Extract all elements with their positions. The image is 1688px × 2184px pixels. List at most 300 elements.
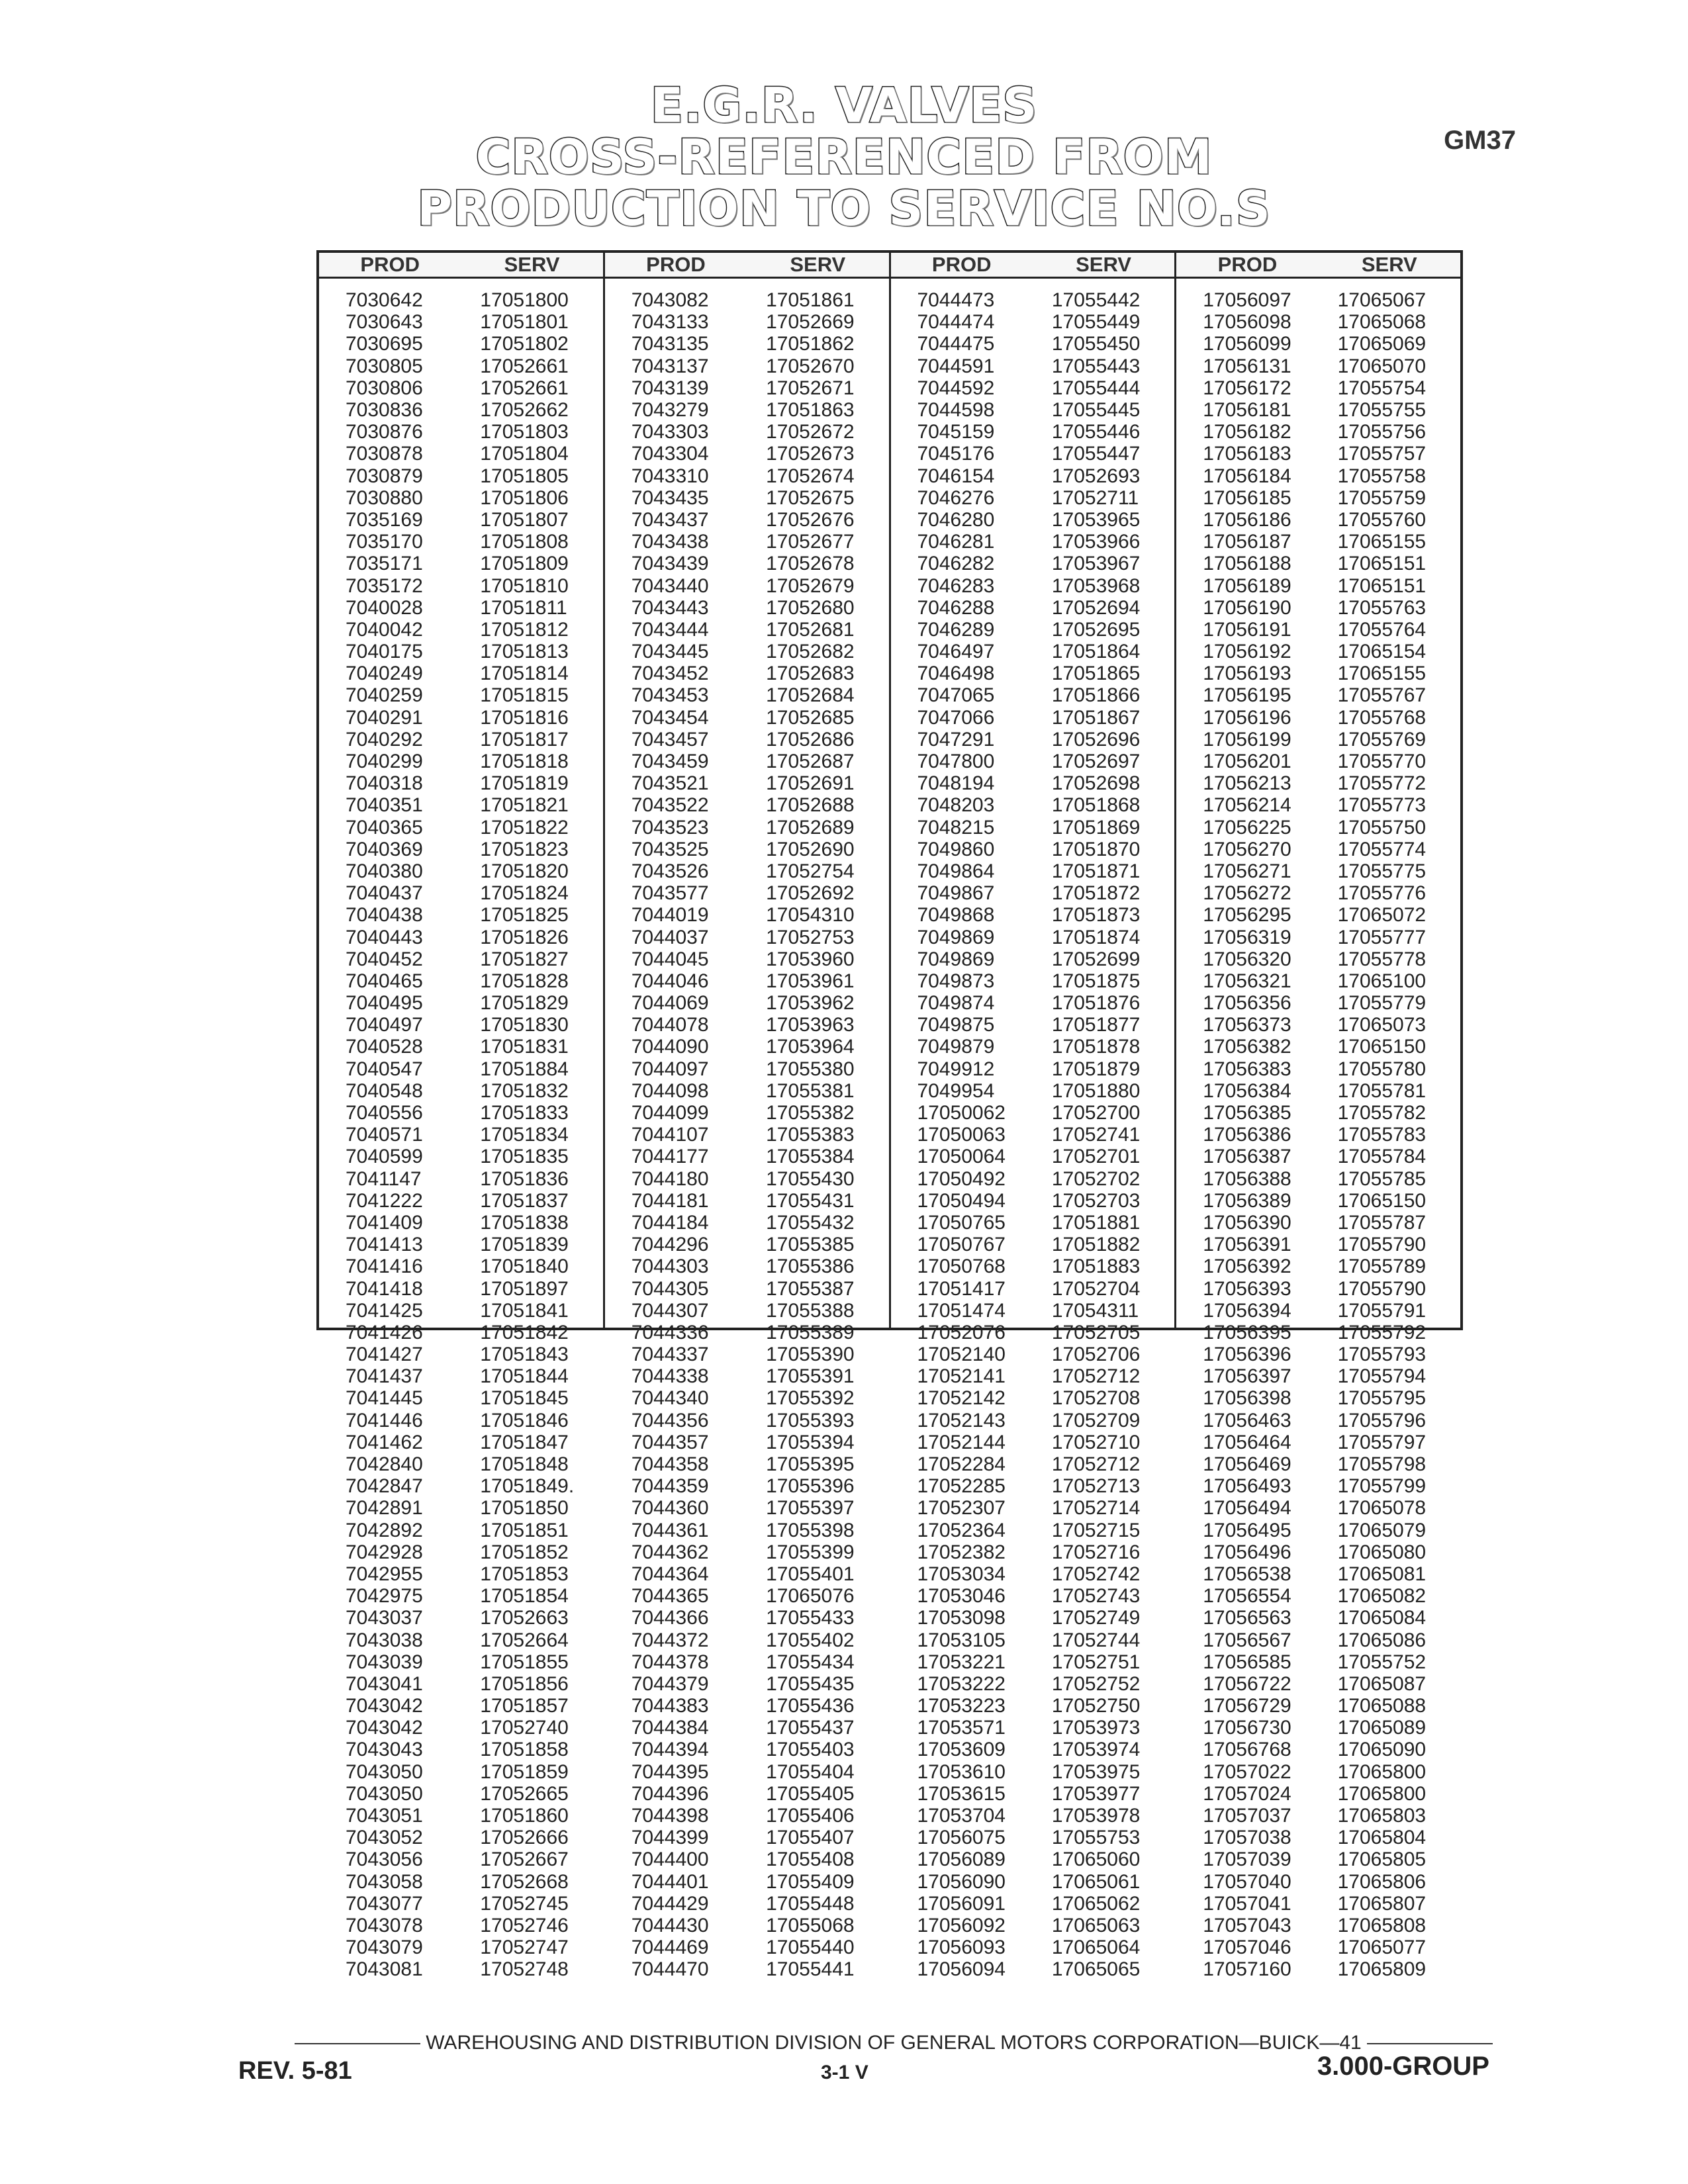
header-prod: PROD (360, 253, 420, 276)
table-row (319, 1300, 603, 1322)
prod-number: 7049867 (917, 882, 995, 905)
table-row (319, 729, 603, 751)
prod-number: 7030836 (346, 399, 423, 422)
serv-number: 17053961 (766, 970, 855, 992)
serv-number: 17052699 (1051, 948, 1141, 970)
prod-number: 7049912 (917, 1058, 995, 1080)
serv-number: 17051859 (480, 1760, 569, 1783)
serv-number: 17052752 (1051, 1672, 1141, 1695)
prod-number: 17053105 (917, 1629, 1006, 1651)
serv-number: 17052698 (1051, 772, 1141, 795)
serv-number: 17051850 (480, 1497, 569, 1520)
table-row (891, 1629, 1175, 1651)
prod-number: 7043081 (346, 1958, 423, 1981)
serv-number: 17051873 (1051, 904, 1141, 927)
table-row (605, 311, 889, 333)
table-row (891, 1871, 1175, 1893)
table-row (1176, 1651, 1460, 1673)
table-row (605, 1453, 889, 1475)
serv-number: 17052687 (766, 751, 855, 773)
serv-number: 17051854 (480, 1585, 569, 1608)
table-row (319, 794, 603, 816)
prod-number: 7046281 (917, 531, 995, 553)
table-row (605, 1124, 889, 1146)
table-row (605, 839, 889, 860)
table-row (1176, 751, 1460, 772)
prod-number: 17057160 (1203, 1958, 1291, 1981)
prod-number: 7043437 (631, 508, 709, 531)
prod-number: 17052382 (917, 1541, 1006, 1563)
prod-number: 7040599 (346, 1146, 423, 1168)
prod-number: 7043077 (346, 1892, 423, 1915)
table-row (1176, 1036, 1460, 1058)
serv-number: 17052695 (1051, 618, 1141, 641)
serv-number: 17055385 (766, 1234, 855, 1256)
table-row (1176, 1212, 1460, 1234)
serv-number: 17065070 (1337, 355, 1427, 377)
prod-number: 7042975 (346, 1585, 423, 1608)
table-row (891, 574, 1175, 596)
serv-number: 17052665 (480, 1782, 569, 1805)
prod-number: 17056272 (1203, 882, 1291, 905)
prod-number: 7044360 (631, 1497, 709, 1520)
table-row (1176, 860, 1460, 882)
table-row (1176, 1695, 1460, 1717)
serv-number: 17065080 (1337, 1541, 1427, 1563)
serv-number: 17055757 (1337, 443, 1427, 465)
serv-number: 17055777 (1337, 926, 1427, 948)
serv-number: 17051870 (1051, 838, 1141, 860)
serv-number: 17051808 (480, 531, 569, 553)
table-row (1176, 772, 1460, 794)
table-row (891, 1651, 1175, 1673)
serv-number: 17054310 (766, 904, 855, 927)
serv-number: 17051831 (480, 1036, 569, 1058)
table-row (891, 1146, 1175, 1167)
table-row (605, 1958, 889, 1980)
table-row (605, 1322, 889, 1343)
table-row (1176, 289, 1460, 311)
serv-number: 17055763 (1337, 596, 1427, 619)
table-row (605, 1410, 889, 1432)
serv-number: 17065079 (1337, 1519, 1427, 1541)
serv-number: 17055759 (1337, 486, 1427, 509)
prod-number: 7041418 (346, 1277, 423, 1300)
serv-number: 17052743 (1051, 1585, 1141, 1608)
serv-number: 17051836 (480, 1167, 569, 1190)
prod-number: 17053034 (917, 1563, 1006, 1585)
prod-number: 17052076 (917, 1321, 1006, 1343)
prod-number: 17050062 (917, 1102, 1006, 1124)
serv-number: 17052673 (766, 443, 855, 465)
serv-number: 17055798 (1337, 1453, 1427, 1476)
prod-number: 7046289 (917, 618, 995, 641)
table-row (1176, 619, 1460, 641)
prod-number: 17056320 (1203, 948, 1291, 970)
prod-number: 17056185 (1203, 486, 1291, 509)
prod-number: 7040291 (346, 706, 423, 729)
serv-number: 17052740 (480, 1717, 569, 1739)
serv-number: 17055756 (1337, 421, 1427, 443)
prod-number: 7043440 (631, 574, 709, 597)
table-row (1176, 597, 1460, 619)
table-header (1176, 253, 1460, 279)
prod-number: 7044401 (631, 1870, 709, 1893)
group-code: 3.000-GROUP (1317, 2052, 1489, 2081)
prod-number: 17056386 (1203, 1124, 1291, 1146)
prod-number: 7040528 (346, 1036, 423, 1058)
prod-number: 7044399 (631, 1827, 709, 1849)
prod-number: 7040365 (346, 816, 423, 839)
prod-number: 7043050 (346, 1782, 423, 1805)
prod-number: 17051417 (917, 1277, 1006, 1300)
table-row (319, 1893, 603, 1915)
table-row (605, 1234, 889, 1255)
prod-number: 17056186 (1203, 508, 1291, 531)
prod-number: 7044097 (631, 1058, 709, 1080)
prod-number: 17056385 (1203, 1102, 1291, 1124)
prod-number: 17052144 (917, 1431, 1006, 1453)
prod-number: 17056392 (1203, 1255, 1291, 1278)
prod-number: 17052141 (917, 1365, 1006, 1388)
table-row (891, 377, 1175, 399)
header-serv: SERV (790, 253, 846, 276)
table-row (1176, 1585, 1460, 1607)
prod-number: 7043435 (631, 486, 709, 509)
table-row (891, 1080, 1175, 1102)
serv-number: 17055780 (1337, 1058, 1427, 1080)
prod-number: 7044090 (631, 1036, 709, 1058)
serv-number: 17051815 (480, 684, 569, 707)
serv-number: 17065061 (1051, 1870, 1141, 1893)
table-row (319, 1563, 603, 1585)
table-row (319, 289, 603, 311)
serv-number: 17051897 (480, 1277, 569, 1300)
serv-number: 17051810 (480, 574, 569, 597)
prod-number: 7049954 (917, 1079, 995, 1102)
table-header (891, 253, 1175, 279)
prod-number: 17056089 (917, 1848, 1006, 1871)
table-row (891, 1036, 1175, 1058)
table-row (1176, 1124, 1460, 1146)
prod-number: 7044303 (631, 1255, 709, 1278)
prod-number: 17053098 (917, 1607, 1006, 1629)
prod-number: 7044340 (631, 1387, 709, 1410)
prod-number: 7041147 (346, 1167, 422, 1190)
table-row (1176, 1848, 1460, 1870)
prod-number: 17056383 (1203, 1058, 1291, 1080)
serv-number: 17051821 (480, 794, 569, 817)
prod-number: 7030876 (346, 421, 423, 443)
serv-number: 17051840 (480, 1255, 569, 1278)
serv-number: 17052712 (1051, 1453, 1141, 1476)
prod-number: 7040437 (346, 882, 423, 905)
prod-number: 17056356 (1203, 992, 1291, 1015)
prod-number: 7044336 (631, 1321, 709, 1343)
serv-number: 17051869 (1051, 816, 1141, 839)
table-row (1176, 1739, 1460, 1760)
table-row (319, 333, 603, 355)
serv-number: 17065082 (1337, 1585, 1427, 1608)
table-row (605, 1058, 889, 1080)
serv-number: 17052750 (1051, 1695, 1141, 1717)
serv-number: 17052745 (480, 1892, 569, 1915)
serv-number: 17065809 (1337, 1958, 1427, 1981)
serv-number: 17052678 (766, 553, 855, 575)
prod-number: 7040452 (346, 948, 423, 970)
table-row (319, 1102, 603, 1124)
prod-number: 17056495 (1203, 1519, 1291, 1541)
prod-number: 7044364 (631, 1563, 709, 1585)
prod-number: 7040497 (346, 1014, 423, 1036)
prod-number: 17056092 (917, 1914, 1006, 1936)
page-number: 3-1 V (821, 2062, 868, 2083)
prod-number: 17056270 (1203, 838, 1291, 860)
table-row (319, 707, 603, 729)
serv-number: 17065062 (1051, 1892, 1141, 1915)
table-row (605, 1915, 889, 1936)
table-row (891, 597, 1175, 619)
serv-number: 17053960 (766, 948, 855, 970)
serv-number: 17065060 (1051, 1848, 1141, 1871)
prod-number: 7040299 (346, 751, 423, 773)
serv-number: 17051871 (1051, 860, 1141, 882)
table-row (605, 1300, 889, 1322)
table-row (891, 1322, 1175, 1343)
prod-number: 7044098 (631, 1079, 709, 1102)
prod-number: 7040369 (346, 838, 423, 860)
prod-number: 7040438 (346, 904, 423, 927)
table-row (1176, 662, 1460, 684)
serv-number: 17052749 (1051, 1607, 1141, 1629)
prod-number: 7041409 (346, 1211, 423, 1234)
serv-number: 17055789 (1337, 1255, 1427, 1278)
prod-number: 7044366 (631, 1607, 709, 1629)
serv-number: 17065804 (1337, 1827, 1427, 1849)
prod-number: 7043444 (631, 618, 709, 641)
prod-number: 7041426 (346, 1321, 423, 1343)
serv-number: 17055791 (1337, 1299, 1427, 1322)
prod-number: 17051474 (917, 1299, 1006, 1322)
prod-number: 7030806 (346, 377, 423, 399)
serv-number: 17065068 (1337, 311, 1427, 334)
serv-number: 17055442 (1051, 289, 1141, 312)
prod-number: 17052142 (917, 1387, 1006, 1410)
prod-number: 17056389 (1203, 1189, 1291, 1212)
prod-number: 7044470 (631, 1958, 709, 1981)
prod-number: 7043452 (631, 662, 709, 685)
serv-number: 17055401 (766, 1563, 855, 1585)
serv-number: 17051883 (1051, 1255, 1141, 1278)
header-serv: SERV (1076, 253, 1131, 276)
serv-number: 17051856 (480, 1672, 569, 1695)
prod-number: 7035169 (346, 508, 423, 531)
serv-number: 17055397 (766, 1497, 855, 1520)
prod-number: 17057024 (1203, 1782, 1291, 1805)
serv-number: 17052712 (1051, 1365, 1141, 1388)
prod-number: 7035170 (346, 531, 423, 553)
prod-number: 17057022 (1203, 1760, 1291, 1783)
table-row (1176, 1234, 1460, 1255)
serv-number: 17055391 (766, 1365, 855, 1388)
prod-number: 7044337 (631, 1343, 709, 1366)
prod-number: 7043443 (631, 596, 709, 619)
table-row (319, 1387, 603, 1409)
serv-number: 17051851 (480, 1519, 569, 1541)
table-row (891, 1277, 1175, 1299)
serv-number: 17055380 (766, 1058, 855, 1080)
prod-number: 17052140 (917, 1343, 1006, 1366)
table-row (891, 1893, 1175, 1915)
prod-number: 17056722 (1203, 1672, 1291, 1695)
serv-number: 17051839 (480, 1234, 569, 1256)
prod-number: 7044378 (631, 1651, 709, 1673)
serv-number: 17052671 (766, 377, 855, 399)
serv-number: 17055435 (766, 1672, 855, 1695)
table-row (605, 970, 889, 992)
serv-number: 17055770 (1337, 751, 1427, 773)
title-line-3: PRODUCTION TO SERVICE NO.S (417, 181, 1271, 236)
serv-number: 17055779 (1337, 992, 1427, 1015)
prod-number: 7040249 (346, 662, 423, 685)
table-row (319, 1848, 603, 1870)
table-row (605, 641, 889, 662)
serv-number: 17051864 (1051, 641, 1141, 663)
table-row (605, 1080, 889, 1102)
table-row (891, 1453, 1175, 1475)
serv-number: 17051809 (480, 553, 569, 575)
serv-number: 17055795 (1337, 1387, 1427, 1410)
table-row (891, 1827, 1175, 1848)
table-row (605, 421, 889, 443)
table-row (605, 1014, 889, 1036)
table-row (1176, 641, 1460, 662)
prod-number: 7049874 (917, 992, 995, 1015)
serv-number: 17055386 (766, 1255, 855, 1278)
serv-number: 17065150 (1337, 1036, 1427, 1058)
serv-number: 17055399 (766, 1541, 855, 1563)
prod-number: 17057037 (1203, 1805, 1291, 1827)
prod-number: 7040548 (346, 1079, 423, 1102)
footer-division-text: WAREHOUSING AND DISTRIBUTION DIVISION OF GENERAL MOTORS CORPORATION—BUICK—41 (426, 2032, 1362, 2054)
prod-number: 17056496 (1203, 1541, 1291, 1563)
prod-number: 17056099 (1203, 333, 1291, 355)
prod-number: 7030805 (346, 355, 423, 377)
prod-number: 17056382 (1203, 1036, 1291, 1058)
serv-number: 17052702 (1051, 1167, 1141, 1190)
table-row (891, 751, 1175, 772)
header-serv: SERV (504, 253, 560, 276)
serv-number: 17051841 (480, 1299, 569, 1322)
serv-number: 17055773 (1337, 794, 1427, 817)
serv-number: 17055785 (1337, 1167, 1427, 1190)
prod-number: 17057039 (1203, 1848, 1291, 1871)
prod-number: 7041445 (346, 1387, 423, 1410)
table-row (891, 882, 1175, 904)
table-row (605, 817, 889, 839)
serv-number: 17052751 (1051, 1651, 1141, 1673)
table-row (891, 465, 1175, 487)
table-row (1176, 1453, 1460, 1475)
serv-number: 17051834 (480, 1124, 569, 1146)
prod-number: 17056730 (1203, 1717, 1291, 1739)
prod-number: 17056469 (1203, 1453, 1291, 1476)
prod-number: 17053223 (917, 1695, 1006, 1717)
prod-number: 7040351 (346, 794, 423, 817)
prod-number: 7043521 (631, 772, 709, 795)
table-row (1176, 399, 1460, 421)
table-row (891, 794, 1175, 816)
serv-number: 17065090 (1337, 1739, 1427, 1761)
serv-number: 17055797 (1337, 1431, 1427, 1453)
table-row (605, 597, 889, 619)
table-row (605, 1695, 889, 1717)
table-row (319, 1146, 603, 1167)
prod-number: 7040547 (346, 1058, 423, 1080)
prod-number: 7040380 (346, 860, 423, 882)
serv-number: 17055396 (766, 1475, 855, 1498)
table-group (605, 253, 891, 1981)
prod-number: 17056098 (1203, 311, 1291, 334)
prod-number: 7043453 (631, 684, 709, 707)
table-group (891, 253, 1177, 1981)
prod-number: 7044592 (917, 377, 995, 399)
serv-number: 17052748 (480, 1958, 569, 1981)
serv-number: 17065065 (1051, 1958, 1141, 1981)
serv-number: 17055750 (1337, 816, 1427, 839)
serv-number: 17065155 (1337, 531, 1427, 553)
table-row (891, 684, 1175, 706)
prod-number: 7043438 (631, 531, 709, 553)
table-row (605, 992, 889, 1014)
table-row (319, 1497, 603, 1519)
cross-reference-table (316, 250, 1463, 1981)
serv-number: 17055784 (1337, 1146, 1427, 1168)
table-row (319, 882, 603, 904)
table-header (605, 253, 889, 279)
table-row (605, 1563, 889, 1585)
table-row (605, 1343, 889, 1365)
serv-number: 17051830 (480, 1014, 569, 1036)
prod-number: 7044107 (631, 1124, 709, 1146)
serv-number: 17051882 (1051, 1234, 1141, 1256)
table-row (319, 948, 603, 970)
serv-number: 17051802 (480, 333, 569, 355)
prod-number: 7044069 (631, 992, 709, 1015)
serv-number: 17055446 (1051, 421, 1141, 443)
table-row (319, 1212, 603, 1234)
prod-number: 7044396 (631, 1782, 709, 1805)
prod-number: 17057041 (1203, 1892, 1291, 1915)
serv-number: 17065076 (766, 1585, 855, 1608)
prod-number: 7043037 (346, 1607, 423, 1629)
serv-number: 17051878 (1051, 1036, 1141, 1058)
serv-number: 17051875 (1051, 970, 1141, 992)
serv-number: 17055783 (1337, 1124, 1427, 1146)
serv-number: 17052666 (480, 1827, 569, 1849)
prod-number: 17056181 (1203, 399, 1291, 422)
serv-number: 17065151 (1337, 574, 1427, 597)
table-row (891, 619, 1175, 641)
table-row (605, 1520, 889, 1541)
prod-number: 7035171 (346, 553, 423, 575)
serv-number: 17065088 (1337, 1695, 1427, 1717)
serv-number: 17065089 (1337, 1717, 1427, 1739)
serv-number: 17052692 (766, 882, 855, 905)
prod-number: 7049860 (917, 838, 995, 860)
table-row (891, 1410, 1175, 1432)
table-row (891, 772, 1175, 794)
